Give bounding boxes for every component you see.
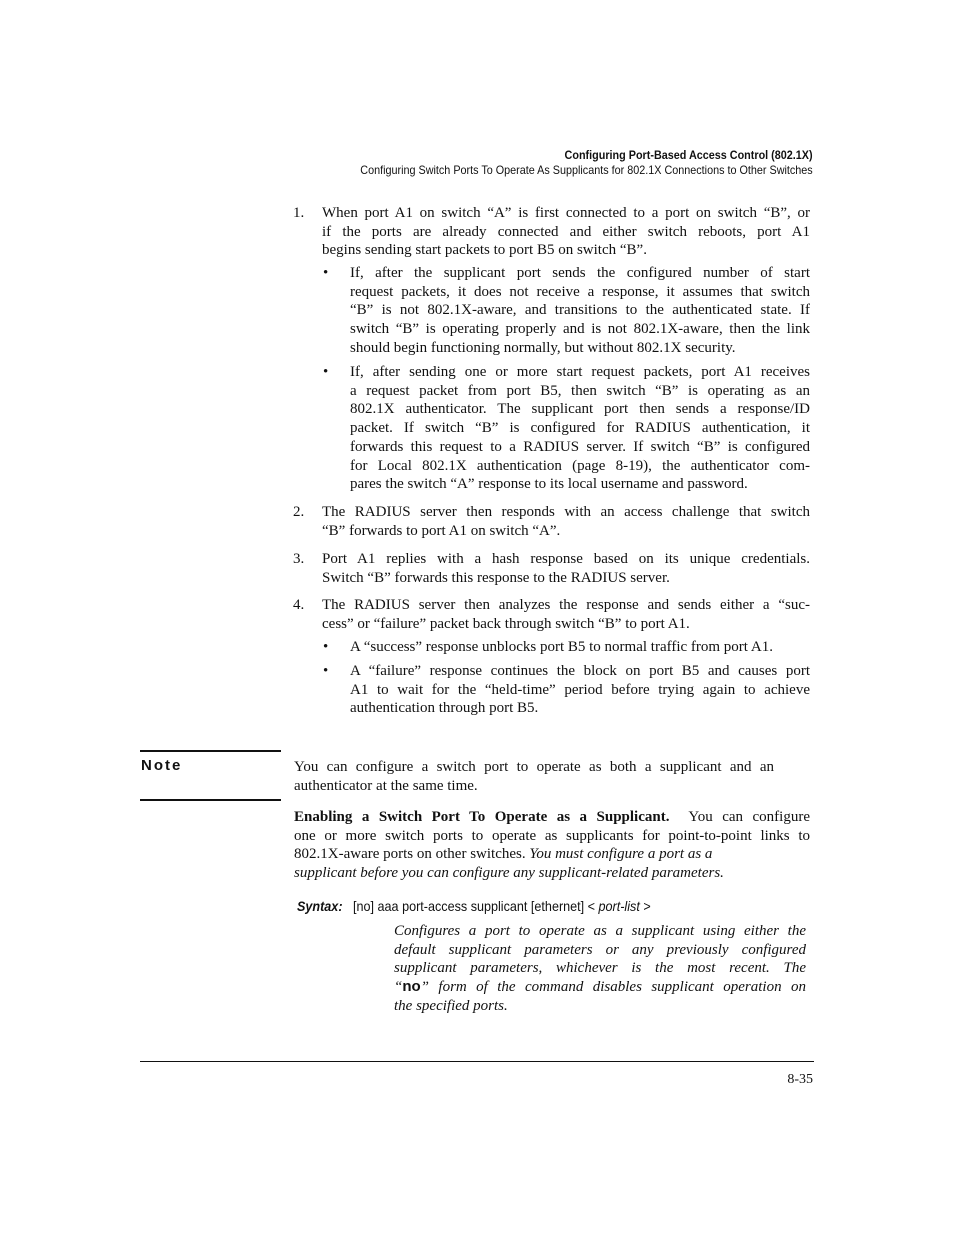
footer-rule [140,1061,814,1062]
text-line: When port A1 on switch “A” is first connected to a port on switch “B”, or [322,205,810,221]
text-line: Port A1 replies with a hash response based on its unique credentials. [322,551,810,567]
text-line: a request packet from port B5, then switch “B” is operating as an [350,382,810,399]
text-line: cess” or “failure” packet back through switch “B” to port A1. [322,615,690,632]
text-line: “B” forwards to port A1 on switch “A”. [322,522,561,539]
text-line: The RADIUS server then responds with an access challenge that switch [322,504,810,520]
text-line: supplicant parameters, whichever is the most recent. The [394,960,806,977]
text-line: “B” is not 802.1X-aware, and transitions to the authenticated state. If [350,302,810,319]
text-line: A “failure” response continues the block on port B5 and causes port [350,663,810,679]
note-top-rule [140,750,281,752]
bullet-item [350,264,810,358]
syntax-param: port-list [598,898,640,914]
enabling-paragraph [294,808,810,883]
note-text [294,758,774,795]
text-line: If, after the supplicant port sends the configured number of start [350,265,810,281]
no-keyword: no [402,978,421,996]
enabling-text: 802.1X-aware ports on other switches. [294,846,526,863]
list-item [322,204,810,260]
text-line: pares the switch “A” response to its local username and password. [350,476,748,493]
bullet-icon: • [323,364,329,380]
text-line: authentication through port B5. [350,700,539,717]
bullet-icon: • [323,265,329,281]
bullet-item [350,363,810,494]
text-line: You can configure a switch port to operate as both a supplicant and an [294,759,774,775]
enabling-heading: Enabling a Switch Port To Operate as a Supplicant. [294,809,670,825]
bullet-icon: • [323,639,329,655]
running-header-section: Configuring Switch Ports To Operate As Supplicants for 802.1X Connections to Other Switches [360,163,813,177]
text-line: switch “B” is operating properly and is not 802.1X-aware, then the link [350,321,810,338]
enabling-text: one or more switch ports to operate as supplicants for point-to-point links to [294,827,810,844]
bullet-item [350,638,810,657]
text-line: for Local 802.1X authentication (page 8-19), the authenticator com- [350,457,810,474]
list-item [322,550,810,587]
note-bottom-rule [140,799,281,801]
syntax-label: Syntax: [297,898,343,914]
bullet-item [350,662,810,718]
enabling-text: You can configure [688,809,810,825]
text-line: If, after sending one or more start request packets, port A1 receives [350,364,810,380]
text-line: packet. If switch “B” is configured for RADIUS authentication, it [350,420,810,437]
text-line: forwards this request to a RADIUS server. If switch “B” is configured [350,438,810,455]
text-line: 802.1X authenticator. The supplicant port then sends a response/ID [350,401,810,418]
text-line [394,978,806,997]
text-line: The RADIUS server then analyzes the response and sends either a “suc- [322,597,810,613]
text-line: default supplicant parameters or any previously configured [394,941,806,958]
text-line: Configures a port to operate as a supplicant using either the [394,923,806,939]
list-item [322,596,810,633]
text-line: should begin functioning normally, but without 802.1X security. [350,339,736,356]
bullet-icon: • [323,663,329,679]
list-number: 4. [293,597,305,613]
text-line: if the ports are already connected and either switch reboots, port A1 [322,223,810,240]
syntax-line [297,898,651,914]
command-description [394,922,806,1016]
page-number: 8-35 [787,1072,813,1087]
list-number: 3. [293,551,305,567]
text-fragment: ” form of the command disables supplicant operation on [420,979,806,996]
list-number: 1. [293,205,305,221]
note-label: Note [141,757,183,774]
running-header-chapter: Configuring Port-Based Access Control (802.1X) [564,148,813,162]
list-item [322,503,810,540]
syntax-command: [no] aaa port-access supplicant [ethernet] < [353,898,596,914]
syntax-close: > [643,898,651,914]
quote: “ [394,979,403,996]
text-line: A “success” response unblocks port B5 to normal traffic from port A1. [350,639,773,655]
text-line: A1 to wait for the “held-time” period before trying again to achieve [350,681,810,698]
enabling-emphasis: You must configure a port as a [529,846,713,863]
text-line: authenticator at the same time. [294,777,478,794]
list-number: 2. [293,504,305,520]
text-line: the specified ports. [394,997,508,1014]
enabling-emphasis: supplicant before you can configure any supplicant-related parameters. [294,865,724,882]
text-line: begins sending start packets to port B5 on switch “B”. [322,242,647,259]
text-line: Switch “B” forwards this response to the RADIUS server. [322,569,670,586]
text-line: request packets, it does not receive a response, it assumes that switch [350,283,810,300]
